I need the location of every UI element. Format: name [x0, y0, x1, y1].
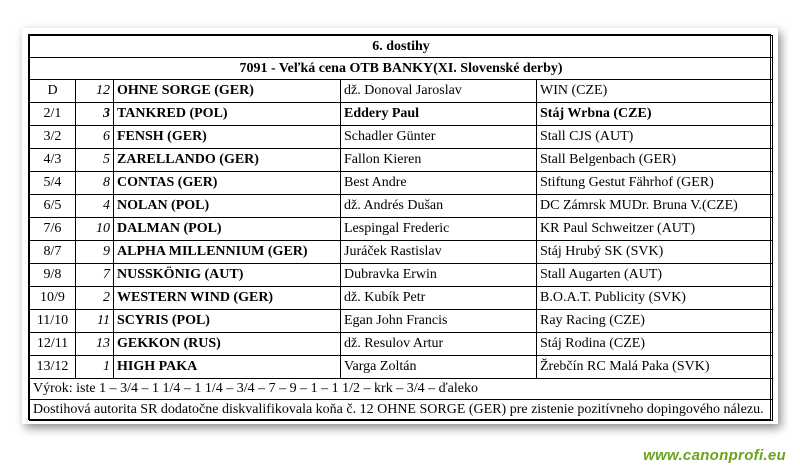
horse-name-cell: SCYRIS (POL) — [114, 310, 341, 333]
placing-cell: 10/9 — [30, 287, 76, 310]
jockey-cell: dž. Donoval Jaroslav — [341, 80, 537, 103]
placing-cell: D — [30, 80, 76, 103]
jockey-cell: Juráček Rastislav — [341, 241, 537, 264]
result-row — [30, 241, 773, 264]
owner-cell: DC Zámrsk MUDr. Bruna V.(CZE) — [537, 195, 773, 218]
saddle-number-cell: 11 — [76, 310, 114, 333]
horse-name-cell: ALPHA MILLENNIUM (GER) — [114, 241, 341, 264]
saddle-number-cell: 6 — [76, 126, 114, 149]
race-number-title: 6. dostihy — [30, 36, 773, 58]
saddle-number-cell: 12 — [76, 80, 114, 103]
owner-cell: Stáj Rodina (CZE) — [537, 333, 773, 356]
result-row — [30, 80, 773, 103]
jockey-cell: Varga Zoltán — [341, 356, 537, 379]
jockey-cell: dž. Resulov Artur — [341, 333, 537, 356]
jockey-cell: Egan John Francis — [341, 310, 537, 333]
placing-cell: 12/11 — [30, 333, 76, 356]
horse-name-cell: OHNE SORGE (GER) — [114, 80, 341, 103]
saddle-number-cell: 7 — [76, 264, 114, 287]
saddle-number-cell: 9 — [76, 241, 114, 264]
owner-cell: Stáj Wrbna (CZE) — [537, 103, 773, 126]
horse-name-cell: CONTAS (GER) — [114, 172, 341, 195]
disqualification-note: Dostihová autorita SR dodatočne diskvalifikovala koňa č. 12 OHNE SORGE (GER) pre zistenie pozitívneho dopingového nálezu. — [30, 400, 773, 421]
result-row — [30, 195, 773, 218]
result-row — [30, 287, 773, 310]
result-row — [30, 356, 773, 379]
owner-cell: WIN (CZE) — [537, 80, 773, 103]
jockey-cell: Fallon Kieren — [341, 149, 537, 172]
saddle-number-cell: 13 — [76, 333, 114, 356]
horse-name-cell: NUSSKÖNIG (AUT) — [114, 264, 341, 287]
saddle-number-cell: 10 — [76, 218, 114, 241]
owner-cell: B.O.A.T. Publicity (SVK) — [537, 287, 773, 310]
saddle-number-cell: 4 — [76, 195, 114, 218]
results-rows — [30, 80, 773, 379]
owner-cell: Stiftung Gestut Fährhof (GER) — [537, 172, 773, 195]
placing-cell: 4/3 — [30, 149, 76, 172]
margins-verdict: Výrok: iste 1 – 3/4 – 1 1/4 – 1 1/4 – 3/4 – 7 – 9 – 1 – 1 1/2 – krk – 3/4 – ďaleko — [30, 379, 773, 400]
placing-cell: 3/2 — [30, 126, 76, 149]
owner-cell: Stáj Hrubý SK (SVK) — [537, 241, 773, 264]
horse-name-cell: FENSH (GER) — [114, 126, 341, 149]
horse-name-cell: DALMAN (POL) — [114, 218, 341, 241]
jockey-cell: Lespingal Frederic — [341, 218, 537, 241]
placing-cell: 13/12 — [30, 356, 76, 379]
owner-cell: KR Paul Schweitzer (AUT) — [537, 218, 773, 241]
owner-cell: Stall Augarten (AUT) — [537, 264, 773, 287]
result-row — [30, 333, 773, 356]
owner-cell: Stall Belgenbach (GER) — [537, 149, 773, 172]
saddle-number-cell: 2 — [76, 287, 114, 310]
saddle-number-cell: 5 — [76, 149, 114, 172]
results-table — [29, 35, 773, 421]
owner-cell: Stall CJS (AUT) — [537, 126, 773, 149]
placing-cell: 6/5 — [30, 195, 76, 218]
watermark-text: www.canonprofi.eu — [643, 447, 786, 464]
jockey-cell: Eddery Paul — [341, 103, 537, 126]
placing-cell: 8/7 — [30, 241, 76, 264]
saddle-number-cell: 8 — [76, 172, 114, 195]
placing-cell: 2/1 — [30, 103, 76, 126]
results-frame — [28, 34, 771, 420]
result-row — [30, 172, 773, 195]
saddle-number-cell: 1 — [76, 356, 114, 379]
jockey-cell: Best Andre — [341, 172, 537, 195]
placing-cell: 7/6 — [30, 218, 76, 241]
jockey-cell: dž. Andrés Dušan — [341, 195, 537, 218]
jockey-cell: dž. Kubík Petr — [341, 287, 537, 310]
horse-name-cell: GEKKON (RUS) — [114, 333, 341, 356]
owner-cell: Žrebčín RC Malá Paka (SVK) — [537, 356, 773, 379]
result-row — [30, 310, 773, 333]
jockey-cell: Dubravka Erwin — [341, 264, 537, 287]
result-row — [30, 149, 773, 172]
placing-cell: 11/10 — [30, 310, 76, 333]
result-row — [30, 103, 773, 126]
saddle-number-cell: 3 — [76, 103, 114, 126]
horse-name-cell: HIGH PAKA — [114, 356, 341, 379]
horse-name-cell: NOLAN (POL) — [114, 195, 341, 218]
placing-cell: 5/4 — [30, 172, 76, 195]
horse-name-cell: TANKRED (POL) — [114, 103, 341, 126]
placing-cell: 9/8 — [30, 264, 76, 287]
result-row — [30, 126, 773, 149]
owner-cell: Ray Racing (CZE) — [537, 310, 773, 333]
horse-name-cell: WESTERN WIND (GER) — [114, 287, 341, 310]
race-title: 7091 - Veľká cena OTB BANKY(XI. Slovenské derby) — [30, 58, 773, 80]
horse-name-cell: ZARELLANDO (GER) — [114, 149, 341, 172]
results-card — [22, 28, 778, 424]
jockey-cell: Schadler Günter — [341, 126, 537, 149]
result-row — [30, 218, 773, 241]
result-row — [30, 264, 773, 287]
